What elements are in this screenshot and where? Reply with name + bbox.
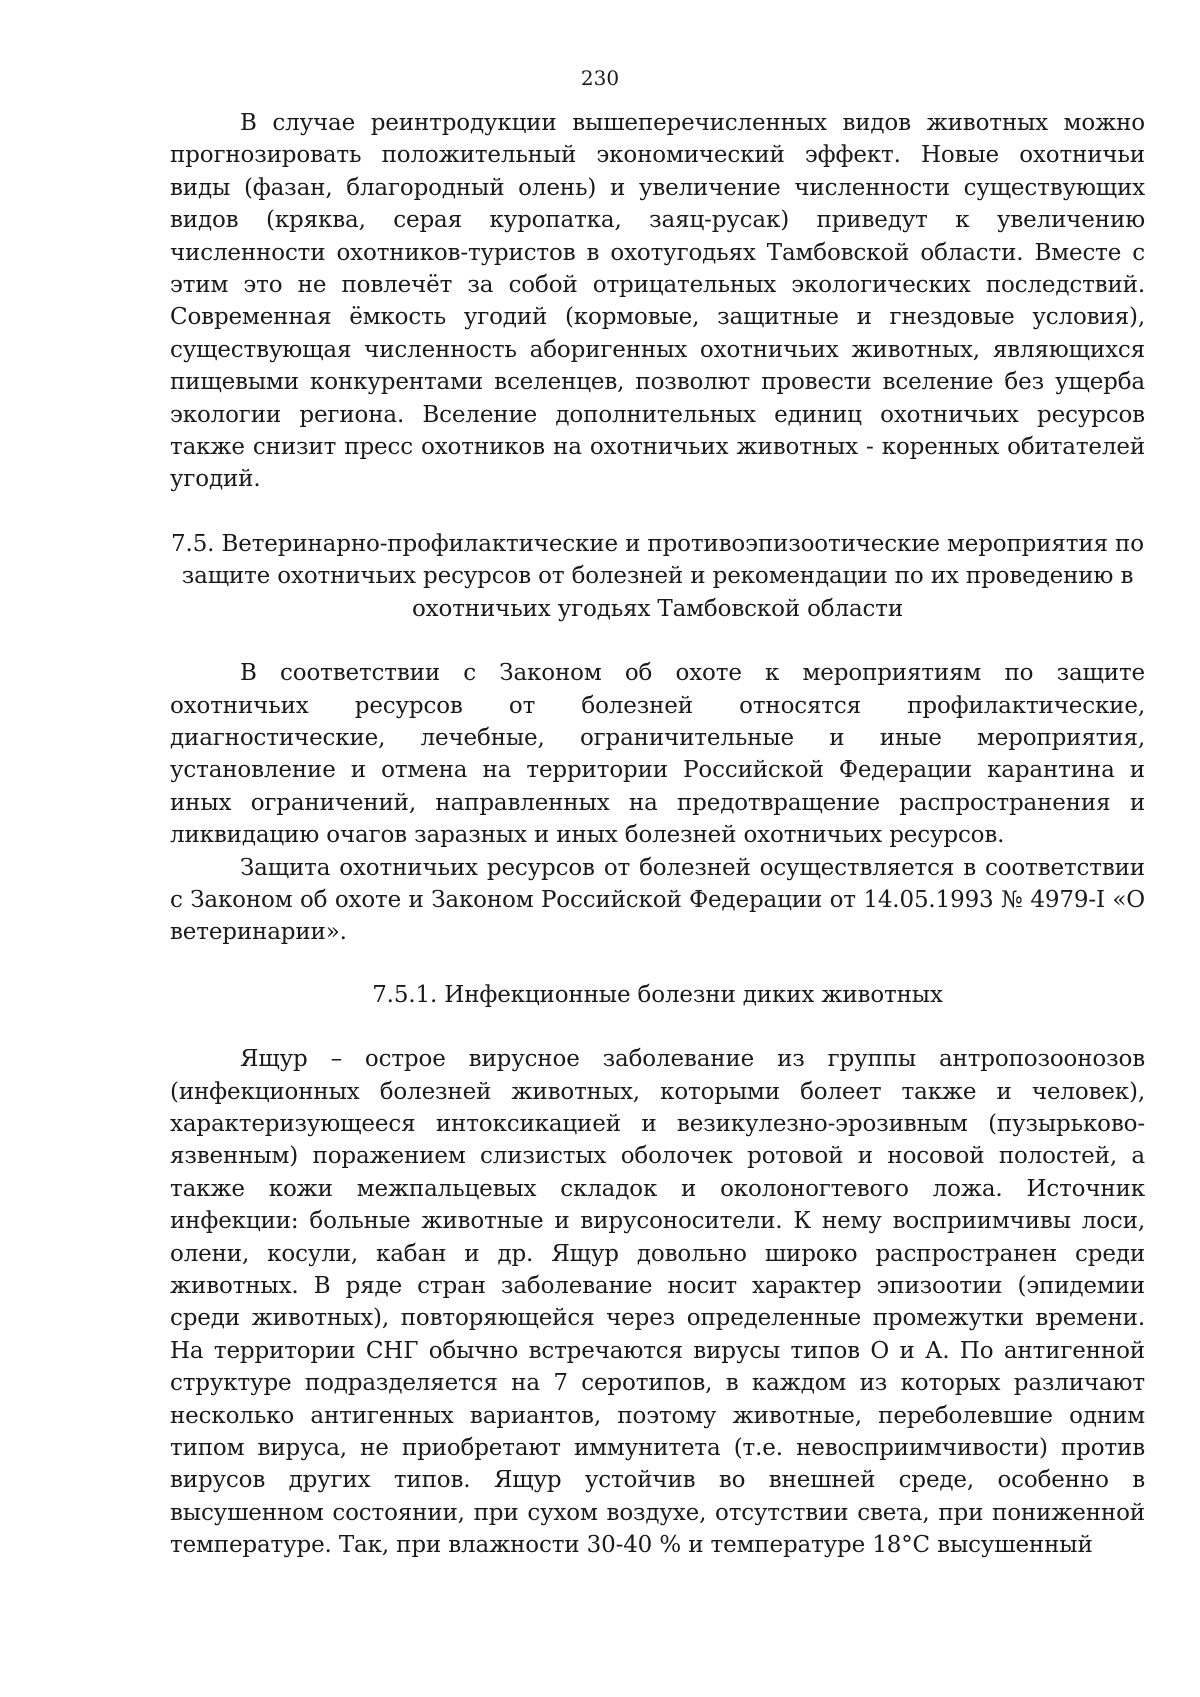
paragraph-foot-and-mouth-disease: Ящур – острое вирусное заболевание из группы антропозоонозов (инфекционных болезней животных, которыми болеет также и человек), характеризующееся интоксикацией и везикулезно-эрозивным (пузырьково-язвенным) поражением слизистых оболочек ротовой и носовой полостей, а также кожи межпальцевых складок и околоногтевого ложа. Источник инфекции: больные животные и вирусоносители. К нему восприимчивы лоси, олени, косули, кабан и др. Ящур довольно широко распространен среди животных. В ряде стран заболевание носит характер эпизоотии (эпидемии среди животных), повторяющейся через определенные промежутки времени. На территории СНГ обычно встречаются вирусы типов О и А. По антигенной структуре подразделяется на 7 серотипов, в каждом из которых различают несколько антигенных вариантов, поэтому животные, переболевшие одним типом вируса, не приобретают иммунитета (т.е. невосприимчивости) против вирусов других типов. Ящур устойчив во внешней среде, особенно в высушенном состоянии, при сухом воздухе, отсутствии света, при пониженной температуре. Так, при влажности 30-40 % и температуре 18°С высушенный xyxy=(170,1046,1145,1559)
subsection-heading: 7.5.1. Инфекционные болезни диких животных xyxy=(372,981,943,1008)
page-body xyxy=(170,107,1145,1562)
page-number: 230 xyxy=(580,66,620,90)
paragraph-reintroduction: В случае реинтродукции вышеперечисленных видов животных можно прогнозировать положительный экономический эффект. Новые охотничьи виды (фазан, благородный олень) и увеличение численности существующих видов (кряква, серая куропатка, заяц-русак) приведут к увеличению численности охотников-туристов в охотугодьях Тамбовской области. Вместе с этим это не повлечёт за собой отрицательных экологических последствий. Современная ёмкость угодий (кормовые, защитные и гнездовые условия), существующая численность аборигенных охотничьих животных, являющихся пищевыми конкурентами вселенцев, позволют провести вселение без ущерба экологии региона. Вселение дополнительных единиц охотничьих ресурсов также снизит пресс охотников на охотничьих животных - коренных обитателей угодий. xyxy=(170,110,1145,493)
paragraph-protection: Защита охотничьих ресурсов от болезней осуществляется в соответствии с Законом об охоте и Законом Российской Федерации от 14.05.1993 № 4979-I «О ветеринарии». xyxy=(170,854,1145,946)
paragraph-law: В соответствии с Законом об охоте к мероприятиям по защите охотничьих ресурсов от болезней относятся профилактические, диагностические, лечебные, ограничительные и иные мероприятия, установление и отмена на территории Российской Федерации карантина и иных ограничений, направленных на предотвращение распространения и ликвидацию очагов заразных и иных болезней охотничьих ресурсов. xyxy=(170,660,1145,849)
section-heading: 7.5. Ветеринарно-профилактические и противоэпизоотические мероприятия по защите охотничьих ресурсов от болезней и рекомендации по их проведению в охотничьих угодьях Тамбовской области xyxy=(171,530,1144,622)
